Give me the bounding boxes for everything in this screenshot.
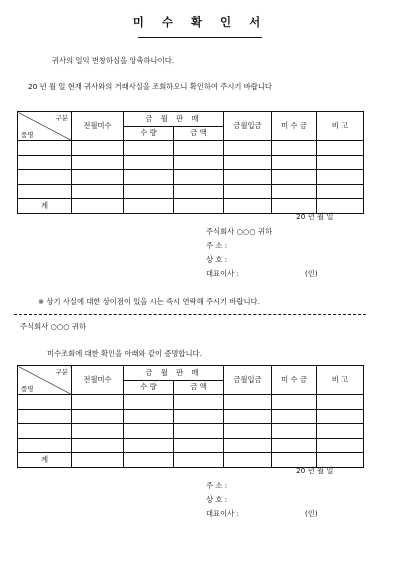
header-item-name: 품명	[21, 131, 34, 139]
confirm-table	[17, 365, 364, 468]
header-prev-balance: 전월미수	[72, 112, 124, 141]
table-row	[18, 170, 364, 185]
address-label: 주 소 :	[206, 241, 228, 250]
reply-date-line: 20 년 월 일	[296, 466, 334, 475]
ceo-label: 대표이사 :	[206, 269, 239, 278]
header-diagonal-cell	[18, 112, 72, 141]
reply-seal-mark: (인)	[305, 509, 318, 518]
header-monthly-sales: 금 월 판 매	[124, 366, 224, 381]
seal-mark: (인)	[305, 269, 318, 278]
table-row	[18, 395, 364, 410]
cut-line	[14, 314, 366, 315]
table-row	[18, 155, 364, 170]
header-prev-balance: 전월미수	[72, 366, 124, 395]
title-underline	[138, 37, 262, 38]
header-monthly-deposit: 금월입금	[224, 112, 272, 141]
header-category: 구분	[55, 114, 68, 122]
balance-table	[17, 111, 364, 214]
total-row	[18, 453, 364, 468]
greeting-text: 귀사의 일익 번창하심을 앙축하나이다.	[52, 56, 175, 65]
header-remarks: 비 고	[317, 112, 364, 141]
header-diagonal-cell	[18, 366, 72, 395]
table-row	[18, 141, 364, 156]
header-quantity: 수 량	[124, 380, 174, 395]
intro-text: 20 년 월 일 현재 귀사와의 거래사실을 조회하오니 확인하여 주시기 바랍니다	[28, 82, 272, 91]
addressee: 주식회사 ○○○ 귀하	[206, 227, 273, 236]
reply-company-label: 상 호 :	[206, 495, 228, 504]
reply-ceo-label: 대표이사 :	[206, 509, 239, 518]
header-remarks: 비 고	[317, 366, 364, 395]
table-row	[18, 409, 364, 424]
reply-addressee: 주식회사 ○○○ 귀하	[20, 322, 87, 331]
date-line: 20 년 월 일	[296, 212, 334, 221]
header-monthly-deposit: 금월입금	[224, 366, 272, 395]
header-outstanding: 미 수 금	[272, 112, 317, 141]
company-label: 상 호 :	[206, 255, 228, 264]
notice-text: ※ 상기 사실에 대한 상이점이 있을 시는 즉시 연락해 주시기 바랍니다.	[38, 297, 260, 306]
total-label: 계	[18, 453, 72, 468]
table-row	[18, 438, 364, 453]
document-title: 미 수 확 인 서	[132, 15, 268, 29]
header-monthly-sales: 금 월 판 매	[124, 112, 224, 127]
total-row	[18, 199, 364, 214]
header-amount: 금 액	[174, 380, 224, 395]
reply-address-label: 주 소 :	[206, 481, 228, 490]
confirm-text: 미수조회에 대한 확인을 아래와 같이 증명합니다.	[47, 349, 202, 358]
header-category: 구분	[55, 368, 68, 376]
table-row	[18, 184, 364, 199]
header-item-name: 품명	[21, 385, 34, 393]
header-quantity: 수 량	[124, 126, 174, 141]
table-row	[18, 424, 364, 439]
total-label: 계	[18, 199, 72, 214]
header-outstanding: 미 수 금	[272, 366, 317, 395]
header-amount: 금 액	[174, 126, 224, 141]
